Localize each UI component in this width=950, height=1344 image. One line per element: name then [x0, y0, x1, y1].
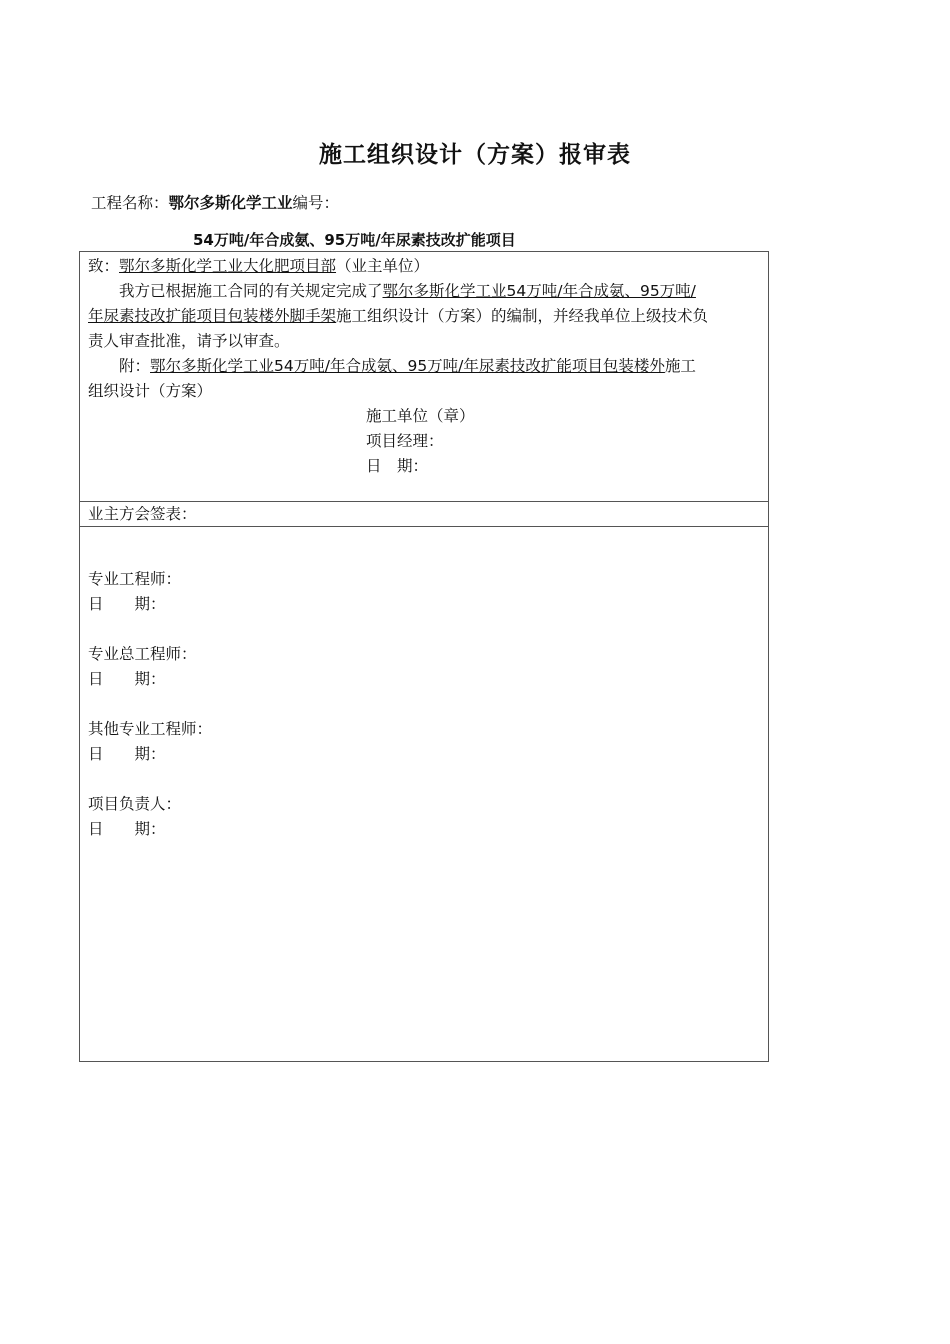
number-label: 编号：	[292, 194, 340, 212]
to-label: 致：	[88, 257, 120, 275]
owner-countersign-header: 业主方会签表：	[80, 502, 768, 527]
body-tail-1: 施工组织设计（方案）的编制，并经我单位上级技术负	[336, 307, 709, 325]
to-recipient: 鄂尔多斯化学工业大化肥项目部	[119, 257, 337, 275]
project-name: 鄂尔多斯化学工业	[168, 194, 293, 212]
engineer-label: 专业工程师：	[88, 570, 182, 588]
to-suffix: （业主单位）	[336, 257, 430, 275]
project-lead-date: 日 期：	[88, 820, 166, 838]
signature-unit: 施工单位（章）	[366, 407, 475, 425]
other-engineer-date: 日 期：	[88, 745, 166, 763]
owner-countersign-cell	[80, 527, 768, 1061]
submission-cell	[80, 252, 768, 502]
project-lead-label: 项目负责人：	[88, 795, 182, 813]
signature-manager: 项目经理：	[366, 432, 444, 450]
attachment-line-1	[88, 354, 760, 379]
project-subtitle: 54万吨/年合成氨、95万吨/年尿素技改扩能项目	[193, 231, 516, 249]
attach-underlined: 鄂尔多斯化学工业54万吨/年合成氨、95万吨/年尿素技改扩能项目包装楼外	[150, 357, 665, 375]
body-line-2	[88, 304, 760, 329]
body-line-3: 责人审查批准，请予以审查。	[88, 332, 290, 350]
attach-label: 附：	[119, 357, 151, 375]
chief-engineer-date: 日 期：	[88, 670, 166, 688]
body-lead: 我方已根据施工合同的有关规定完成了	[119, 282, 383, 300]
approval-form-table	[79, 251, 769, 1062]
body-underlined-2: 年尿素技改扩能项目包装楼外脚手架	[88, 307, 337, 325]
to-line	[88, 254, 760, 279]
other-engineer-label: 其他专业工程师：	[88, 720, 213, 738]
page-title: 施工组织设计（方案）报审表	[319, 142, 631, 168]
body-line-1	[88, 279, 760, 304]
signature-date: 日 期：	[366, 457, 429, 475]
project-name-line	[91, 192, 339, 214]
attachment-line-2: 组织设计（方案）	[88, 382, 213, 400]
project-label: 工程名称：	[91, 194, 169, 212]
attach-tail-1: 施工	[664, 357, 696, 375]
body-underlined-1: 鄂尔多斯化学工业54万吨/年合成氨、95万吨/	[382, 282, 696, 300]
engineer-date: 日 期：	[88, 595, 166, 613]
chief-engineer-label: 专业总工程师：	[88, 645, 197, 663]
